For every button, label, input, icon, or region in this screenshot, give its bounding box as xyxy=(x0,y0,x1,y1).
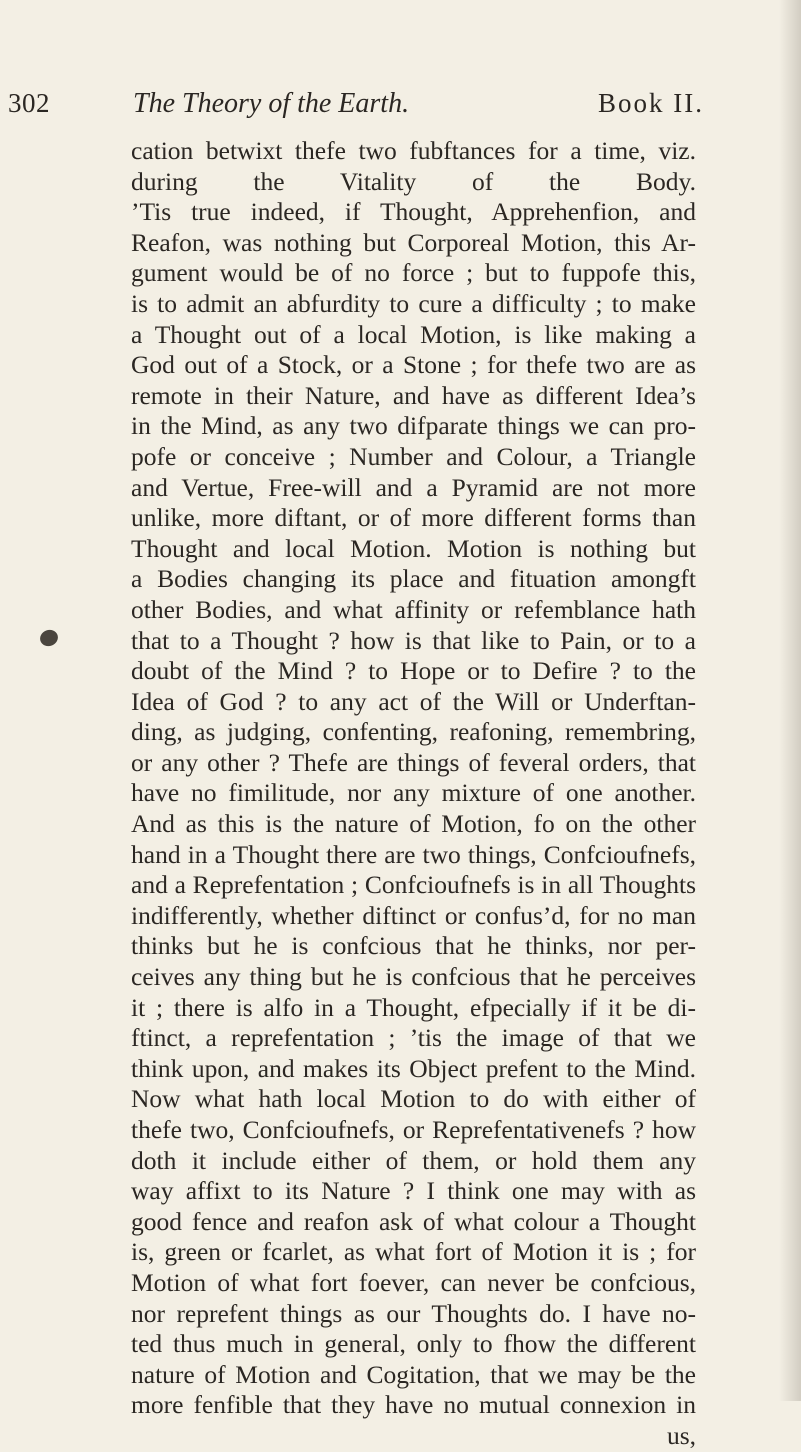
text-line: hand in a Thought there are two things, Confcioufnefs, xyxy=(131,839,696,869)
text-line: that to a Thought ? how is that like to Pain, or to a xyxy=(131,625,696,655)
body-text xyxy=(131,136,696,1452)
text-line: thinks but he is confcious that he thinks, nor per- xyxy=(131,931,696,961)
text-line: way affixt to its Nature ? I think one may with as xyxy=(131,1176,696,1206)
text-line: remote in their Nature, and have as different Idea’s xyxy=(131,380,696,410)
text-line: a Bodies changing its place and fituation amongft xyxy=(131,564,696,594)
text-line: doth it include either of them, or hold them any xyxy=(131,1145,696,1175)
text-line: nature of Motion and Cogitation, that we may be the xyxy=(131,1359,696,1389)
text-line: other Bodies, and what affinity or refemblance hath xyxy=(131,594,696,624)
text-line: is, green or fcarlet, as what fort of Motion it is ; for xyxy=(131,1237,696,1267)
text-line: in the Mind, as any two difparate things we can pro- xyxy=(131,411,696,441)
text-line: is to admit an abfurdity to cure a difficulty ; to make xyxy=(131,288,696,318)
text-line: And as this is the nature of Motion, fo on the other xyxy=(131,809,696,839)
text-line: and a Reprefentation ; Confcioufnefs is in all Thoughts xyxy=(131,870,696,900)
text-line: Motion of what fort foever, can never be confcious, xyxy=(131,1267,696,1297)
text-line: indifferently, whether diftinct or confus’d, for no man xyxy=(131,900,696,930)
running-title: The Theory of the Earth. xyxy=(133,88,410,119)
text-line: cation betwixt thefe two fubftances for a time, viz. xyxy=(131,136,696,165)
text-line: Idea of God ? to any act of the Will or Underftan- xyxy=(131,686,696,716)
text-line: ’Tis true indeed, if Thought, Apprehenfion, and xyxy=(131,197,696,227)
text-line: a Thought out of a local Motion, is like making a xyxy=(131,319,696,349)
book-label: Book II. xyxy=(598,88,704,118)
text-line: ceives any thing but he is confcious that he perceives xyxy=(131,962,696,992)
page-header xyxy=(0,88,801,128)
text-line: thefe two, Confcioufnefs, or Reprefentativenefs ? how xyxy=(131,1115,696,1144)
text-line: good fence and reafon ask of what colour a Thought xyxy=(131,1206,696,1236)
text-line: ted thus much in general, only to fhow the different xyxy=(131,1329,696,1359)
page-edge-shadow xyxy=(779,0,801,1401)
text-line: Thought and local Motion. Motion is nothing but xyxy=(131,533,696,563)
text-line: or any other ? Thefe are things of feveral orders, that xyxy=(131,747,696,777)
text-line: during the Vitality of the Body. xyxy=(131,166,696,196)
text-line: pofe or conceive ; Number and Colour, a Triangle xyxy=(131,441,696,471)
ink-blot-mark xyxy=(38,627,60,648)
text-line: nor reprefent things as our Thoughts do. I have no- xyxy=(131,1298,696,1328)
text-line: unlike, more diftant, or of more different forms than xyxy=(131,503,696,533)
text-line: Reafon, was nothing but Corporeal Motion, this Ar- xyxy=(131,227,696,257)
text-line: Now what hath local Motion to do with either of xyxy=(131,1084,696,1114)
text-line: it ; there is alfo in a Thought, efpecially if it be di- xyxy=(131,992,696,1022)
text-line: doubt of the Mind ? to Hope or to Defire ? to the xyxy=(131,656,696,686)
text-line: us, xyxy=(666,1420,696,1450)
text-line: think upon, and makes its Object prefent to the Mind. xyxy=(131,1053,696,1083)
text-line: gument would be of no force ; but to fuppofe this, xyxy=(131,258,696,288)
text-line: ftinct, a reprefentation ; ’tis the image of that we xyxy=(131,1023,696,1053)
text-line: more fenfible that they have no mutual connexion in xyxy=(131,1390,696,1420)
text-line: God out of a Stock, or a Stone ; for thefe two are as xyxy=(131,350,696,380)
page-number: 302 xyxy=(8,88,50,118)
text-line: and Vertue, Free-will and a Pyramid are not more xyxy=(131,472,696,502)
text-line: have no fimilitude, nor any mixture of one another. xyxy=(131,778,696,808)
text-line: ding, as judging, confenting, reafoning, remembring, xyxy=(131,717,696,747)
